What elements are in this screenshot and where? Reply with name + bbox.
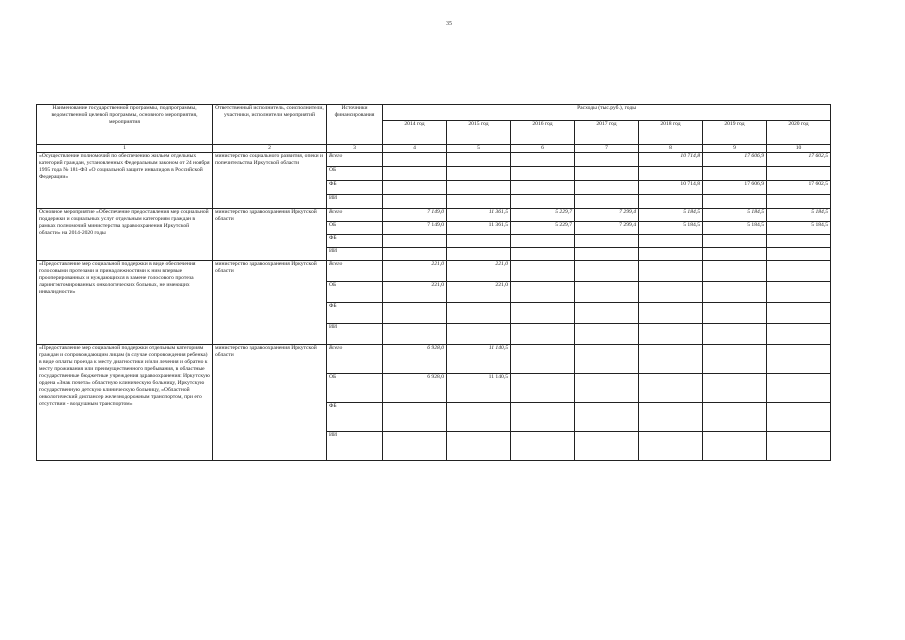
executor: министерство здравоохранения Иркутской области bbox=[213, 209, 327, 261]
table-row bbox=[37, 209, 831, 222]
header-program: Наименование государственной программы, подпрограммы, ведомственной целевой программы, основного мероприятия, мероприятия bbox=[37, 105, 213, 145]
expense-value: 221,0 bbox=[383, 261, 447, 282]
expense-value bbox=[639, 303, 703, 324]
expense-value bbox=[575, 195, 639, 209]
expense-value bbox=[383, 248, 447, 261]
expense-value bbox=[703, 324, 767, 345]
expense-value bbox=[703, 195, 767, 209]
column-number: 7 bbox=[575, 145, 639, 153]
expense-value bbox=[703, 167, 767, 181]
expense-value: 5 184,5 bbox=[767, 222, 831, 235]
expense-value bbox=[703, 282, 767, 303]
funding-source: ИИ bbox=[327, 432, 383, 461]
expense-value bbox=[447, 181, 511, 195]
expense-value bbox=[575, 345, 639, 374]
funding-source: ОБ bbox=[327, 374, 383, 403]
expense-value bbox=[447, 403, 511, 432]
program-name: Основное мероприятие «Обеспечение предоставления мер социальной поддержки и социальных услуг отдельным категориям граждан в рамках полномочий министерства здравоохранения Иркутской области» на 2014-2020 годы bbox=[37, 209, 213, 261]
expense-value bbox=[511, 248, 575, 261]
expense-value bbox=[767, 374, 831, 403]
expense-value bbox=[511, 235, 575, 248]
column-number: 4 bbox=[383, 145, 447, 153]
expense-value bbox=[511, 153, 575, 167]
expense-value bbox=[383, 195, 447, 209]
expense-value bbox=[511, 261, 575, 282]
expense-value bbox=[575, 303, 639, 324]
header-source: Источники финансирования bbox=[327, 105, 383, 145]
expense-value bbox=[383, 324, 447, 345]
expense-value: 221,0 bbox=[447, 282, 511, 303]
header-expenses: Расходы (тыс.руб.), годы bbox=[383, 105, 831, 121]
expense-value: 7 299,4 bbox=[575, 209, 639, 222]
expense-value bbox=[383, 235, 447, 248]
table-row bbox=[37, 261, 831, 282]
expense-value bbox=[447, 303, 511, 324]
expense-value bbox=[447, 167, 511, 181]
header-year: 2017 год bbox=[575, 121, 639, 145]
column-number: 6 bbox=[511, 145, 575, 153]
expense-value bbox=[767, 432, 831, 461]
expense-value bbox=[575, 235, 639, 248]
expense-value bbox=[767, 235, 831, 248]
column-number: 9 bbox=[703, 145, 767, 153]
expense-value bbox=[575, 181, 639, 195]
header-year: 2018 год bbox=[639, 121, 703, 145]
expense-value: 10 714,8 bbox=[639, 153, 703, 167]
expense-value: 6 928,0 bbox=[383, 345, 447, 374]
expense-value: 5 184,5 bbox=[639, 209, 703, 222]
expense-value bbox=[767, 195, 831, 209]
expense-value bbox=[767, 261, 831, 282]
expense-value bbox=[447, 324, 511, 345]
expense-value bbox=[447, 195, 511, 209]
expense-value bbox=[639, 324, 703, 345]
expense-value bbox=[383, 181, 447, 195]
funding-source: ОБ bbox=[327, 167, 383, 181]
column-number: 8 bbox=[639, 145, 703, 153]
expense-value bbox=[767, 282, 831, 303]
column-number: 5 bbox=[447, 145, 511, 153]
funding-source: ФБ bbox=[327, 303, 383, 324]
program-name: «Предоставление мер социальной поддержки отдельным категориям граждан и сопровождающим лицам (в случае сопровождения ребенка) в виде оплаты проезда к месту диагностики и/или лечения и обратно к месту проживания или преимущественного пребывания, в областные государственные бюджетные учреждения здравоохранения: Иркутскую ордена «Знак почета» областную клиническую больницу, Иркутскую государственную детскую клиническую больницу, «Областной онкологический диспансер железнодорожным транспортом, при его отсутствии - воздушным транспортом» bbox=[37, 345, 213, 461]
expense-value bbox=[639, 235, 703, 248]
expense-value bbox=[575, 167, 639, 181]
expense-value bbox=[575, 403, 639, 432]
expense-value: 5 184,5 bbox=[703, 209, 767, 222]
expense-value bbox=[703, 374, 767, 403]
expense-value: 11 361,5 bbox=[447, 222, 511, 235]
expense-value: 5 229,7 bbox=[511, 209, 575, 222]
expense-value bbox=[447, 153, 511, 167]
funding-source: ИИ bbox=[327, 195, 383, 209]
funding-source: ФБ bbox=[327, 181, 383, 195]
executor: министерство здравоохранения Иркутской области bbox=[213, 261, 327, 345]
expense-value bbox=[703, 235, 767, 248]
program-name: «Предоставление мер социальной поддержки в виде обеспечения голосовыми протезами и принадлежностями к ним впервые прооперированных и нуждающихся в замене голосового протеза ларингэктомированных онкологических больных, не имеющих инвалидности» bbox=[37, 261, 213, 345]
funding-source: ИИ bbox=[327, 324, 383, 345]
column-number: 2 bbox=[213, 145, 327, 153]
expense-value: 11 140,5 bbox=[447, 345, 511, 374]
funding-source: ОБ bbox=[327, 222, 383, 235]
expense-value bbox=[639, 432, 703, 461]
table-row bbox=[37, 345, 831, 374]
expense-value: 5 184,5 bbox=[703, 222, 767, 235]
expense-value: 10 714,8 bbox=[639, 181, 703, 195]
expense-value bbox=[639, 374, 703, 403]
expense-value bbox=[575, 153, 639, 167]
expense-value: 17 602,5 bbox=[767, 181, 831, 195]
expense-value bbox=[511, 324, 575, 345]
expense-value: 6 928,0 bbox=[383, 374, 447, 403]
header-year: 2016 год bbox=[511, 121, 575, 145]
expense-value bbox=[575, 261, 639, 282]
expense-value bbox=[575, 432, 639, 461]
expense-value: 221,0 bbox=[447, 261, 511, 282]
expense-value: 5 229,7 bbox=[511, 222, 575, 235]
header-executor: Ответственный исполнитель, соисполнители, участники, исполнители мероприятий bbox=[213, 105, 327, 145]
expense-value bbox=[511, 195, 575, 209]
expense-value bbox=[447, 248, 511, 261]
expense-value bbox=[511, 303, 575, 324]
header-year: 2014 год bbox=[383, 121, 447, 145]
expense-value bbox=[383, 303, 447, 324]
expense-value bbox=[383, 167, 447, 181]
expense-value bbox=[703, 303, 767, 324]
expense-value: 7 149,0 bbox=[383, 222, 447, 235]
expense-value bbox=[511, 374, 575, 403]
expense-value bbox=[511, 181, 575, 195]
expense-value bbox=[703, 403, 767, 432]
executor: министерство социального развития, опеки и попечительства Иркутской области bbox=[213, 153, 327, 209]
header-year: 2019 год bbox=[703, 121, 767, 145]
expense-value bbox=[767, 303, 831, 324]
expense-value bbox=[511, 282, 575, 303]
expense-value bbox=[639, 403, 703, 432]
header-year: 2015 год bbox=[447, 121, 511, 145]
expense-value bbox=[511, 432, 575, 461]
expense-value bbox=[703, 432, 767, 461]
expense-value bbox=[575, 248, 639, 261]
expense-value bbox=[639, 282, 703, 303]
expense-value bbox=[447, 235, 511, 248]
funding-source: Всего bbox=[327, 209, 383, 222]
expense-value: 5 184,5 bbox=[639, 222, 703, 235]
funding-source: ОБ bbox=[327, 282, 383, 303]
expenses-table bbox=[36, 104, 831, 461]
expense-value bbox=[639, 167, 703, 181]
expense-value bbox=[383, 403, 447, 432]
program-name: «Осуществление полномочий по обеспечению жильем отдельных категорий граждан, установленных Федеральным законом от 24 ноября 1995 года № 181-ФЗ «О социальной защите инвалидов в Российской Федерации» bbox=[37, 153, 213, 209]
expense-value bbox=[575, 324, 639, 345]
header-year: 2020 год bbox=[767, 121, 831, 145]
expense-value bbox=[639, 261, 703, 282]
column-number: 10 bbox=[767, 145, 831, 153]
expense-value bbox=[703, 248, 767, 261]
expense-value bbox=[511, 345, 575, 374]
expense-value bbox=[383, 432, 447, 461]
expense-value: 11 140,5 bbox=[447, 374, 511, 403]
funding-source: Всего bbox=[327, 153, 383, 167]
expense-value: 221,0 bbox=[383, 282, 447, 303]
funding-source: ИИ bbox=[327, 248, 383, 261]
expense-value bbox=[767, 345, 831, 374]
expense-value bbox=[767, 324, 831, 345]
expense-value: 17 602,5 bbox=[767, 153, 831, 167]
expense-value bbox=[767, 167, 831, 181]
column-number: 3 bbox=[327, 145, 383, 153]
expense-value bbox=[383, 153, 447, 167]
column-number: 1 bbox=[37, 145, 213, 153]
expense-value bbox=[639, 195, 703, 209]
expense-value bbox=[767, 248, 831, 261]
expense-value bbox=[511, 403, 575, 432]
expense-value: 17 606,9 bbox=[703, 153, 767, 167]
expense-value bbox=[703, 261, 767, 282]
expense-value bbox=[575, 374, 639, 403]
expense-value bbox=[639, 248, 703, 261]
funding-source: Всего bbox=[327, 261, 383, 282]
expense-value: 17 606,9 bbox=[703, 181, 767, 195]
expense-value bbox=[575, 282, 639, 303]
table-row bbox=[37, 153, 831, 167]
funding-source: ФБ bbox=[327, 403, 383, 432]
expense-value bbox=[447, 432, 511, 461]
page-number: 35 bbox=[446, 21, 452, 27]
expense-value bbox=[511, 167, 575, 181]
expense-value: 11 361,5 bbox=[447, 209, 511, 222]
funding-source: ФБ bbox=[327, 235, 383, 248]
expense-value: 7 149,0 bbox=[383, 209, 447, 222]
expense-value bbox=[639, 345, 703, 374]
expense-value bbox=[703, 345, 767, 374]
funding-source: Всего bbox=[327, 345, 383, 374]
executor: министерство здравоохранения Иркутской области bbox=[213, 345, 327, 461]
expense-value: 7 299,4 bbox=[575, 222, 639, 235]
expense-value: 5 184,5 bbox=[767, 209, 831, 222]
expense-value bbox=[767, 403, 831, 432]
